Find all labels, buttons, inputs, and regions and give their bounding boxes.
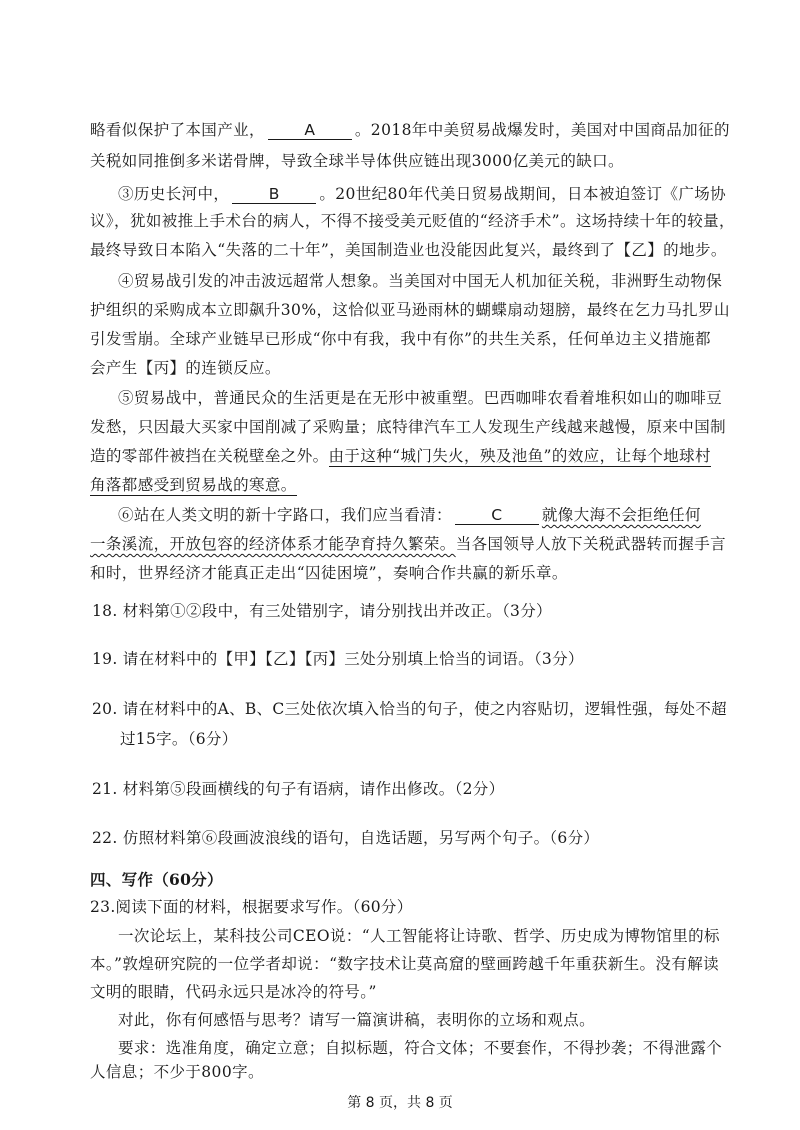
blank-b: B (232, 186, 316, 204)
material-line (90, 534, 726, 554)
material-line: 护组织的采购成本立即飙升30%，这恰似亚马逊雨林的蝴蝶扇动翅膀，最终在乞力马扎罗山 (90, 301, 730, 319)
material-line: 会产生【丙】的连锁反应。 (90, 359, 281, 377)
material-line (90, 120, 730, 140)
underlined-sentence-cont: 角落都感受到贸易战的寒意。 (90, 476, 297, 494)
question-22: 22. 仿照材料第⑥段画波浪线的语句，自选话题，另写两个句子。（6分） (92, 829, 600, 847)
text-span: 当各国领导人放下关税武器转而握手言 (455, 535, 727, 553)
page-footer: 第 8 页，共 8 页 (347, 1095, 453, 1111)
material-line: 发愁，只因最大买家中国削减了采购量；底特律汽车工人发现生产线越来越慢，原来中国制 (90, 418, 727, 436)
question-19: 19. 请在材料中的【甲】【乙】【丙】三处分别填上恰当的词语。（3分） (92, 650, 584, 668)
underlined-sentence: 由于这种“城门失火，殃及池鱼”的效应，让每个地球村 (328, 447, 711, 465)
blank-c: C (455, 507, 539, 525)
text-span: 略看似保护了本国产业， (90, 121, 265, 139)
material-line (118, 184, 726, 204)
question-20: 20. 请在材料中的A、B、C三处依次填入恰当的句子，使之内容贴切，逻辑性强，每处不超 (92, 700, 727, 718)
prompt-line: 一次论坛上，某科技公司CEO说：“人工智能将让诗歌、哲学、历史成为博物馆里的标 (118, 927, 720, 945)
requirement-line: 人信息；不少于800字。 (90, 1063, 264, 1081)
material-line: 最终导致日本陷入“失落的二十年”，美国制造业也没能因此复兴，最终到了【乙】的地步。 (90, 241, 727, 259)
wavy-sentence: 就像大海不会拒绝任何 (541, 506, 701, 524)
material-line (90, 446, 711, 466)
material-line (118, 505, 701, 525)
section-title-writing: 四、写作（60分） (90, 870, 223, 889)
material-line: ⑤贸易战中，普通民众的生活更是在无形中被重塑。巴西咖啡农看着堆积如山的咖啡豆 (118, 389, 723, 407)
question-20-cont: 过15字。（6分） (120, 730, 238, 748)
text-span: ③历史长河中， (118, 185, 230, 203)
material-line: 议》，犹如被推上手术台的病人，不得不接受美元贬值的“经济手术”。这场持续十年的较量， (90, 212, 735, 230)
text-span: 造的零部件被挡在关税壁垒之外。 (90, 447, 329, 465)
question-21: 21. 材料第⑤段画横线的句子有语病，请作出修改。（2分） (92, 780, 505, 798)
material-line: ④贸易战引发的冲击波远超常人想象。当美国对中国无人机加征关税，非洲野生动物保 (118, 272, 723, 290)
material-line (90, 475, 297, 495)
blank-a: A (268, 122, 352, 140)
text-span: ⑥站在人类文明的新十字路口，我们应当看清： (118, 506, 452, 524)
material-line: 引发雪崩。全球产业链早已形成“你中有我，我中有你”的共生关系，任何单边主义措施都 (90, 330, 711, 348)
wavy-sentence-cont: 一条溪流，开放包容的经济体系才能孕育持久繁荣。 (90, 535, 456, 553)
question-23-title: 23.阅读下面的材料，根据要求写作。（60分） (90, 898, 413, 916)
question-18: 18. 材料第①②段中，有三处错别字，请分别找出并改正。（3分） (92, 602, 552, 620)
text-span: 。2018年中美贸易战爆发时，美国对中国商品加征的 (354, 121, 730, 139)
prompt-line: 文明的眼睛，代码永远只是冰冷的符号。” (90, 983, 377, 1001)
prompt-line: 本。”敦煌研究院的一位学者却说：“数字技术让莫高窟的壁画跨越千年重获新生。没有解读 (90, 955, 720, 973)
material-line: 和时，世界经济才能真正走出“囚徒困境”，奏响合作共赢的新乐章。 (90, 564, 568, 582)
prompt-line: 对此，你有何感悟与思考？请写一篇演讲稿，表明你的立场和观点。 (118, 1011, 596, 1029)
requirement-line: 要求：选准角度，确定立意；自拟标题，符合文体；不要套作，不得抄袭；不得泄露个 (118, 1039, 723, 1057)
material-line: 关税如同推倒多米诺骨牌，导致全球半导体供应链出现3000亿美元的缺口。 (90, 152, 624, 170)
text-span: 。20世纪80年代美日贸易战期间，日本被迫签订《广场协 (319, 185, 727, 203)
